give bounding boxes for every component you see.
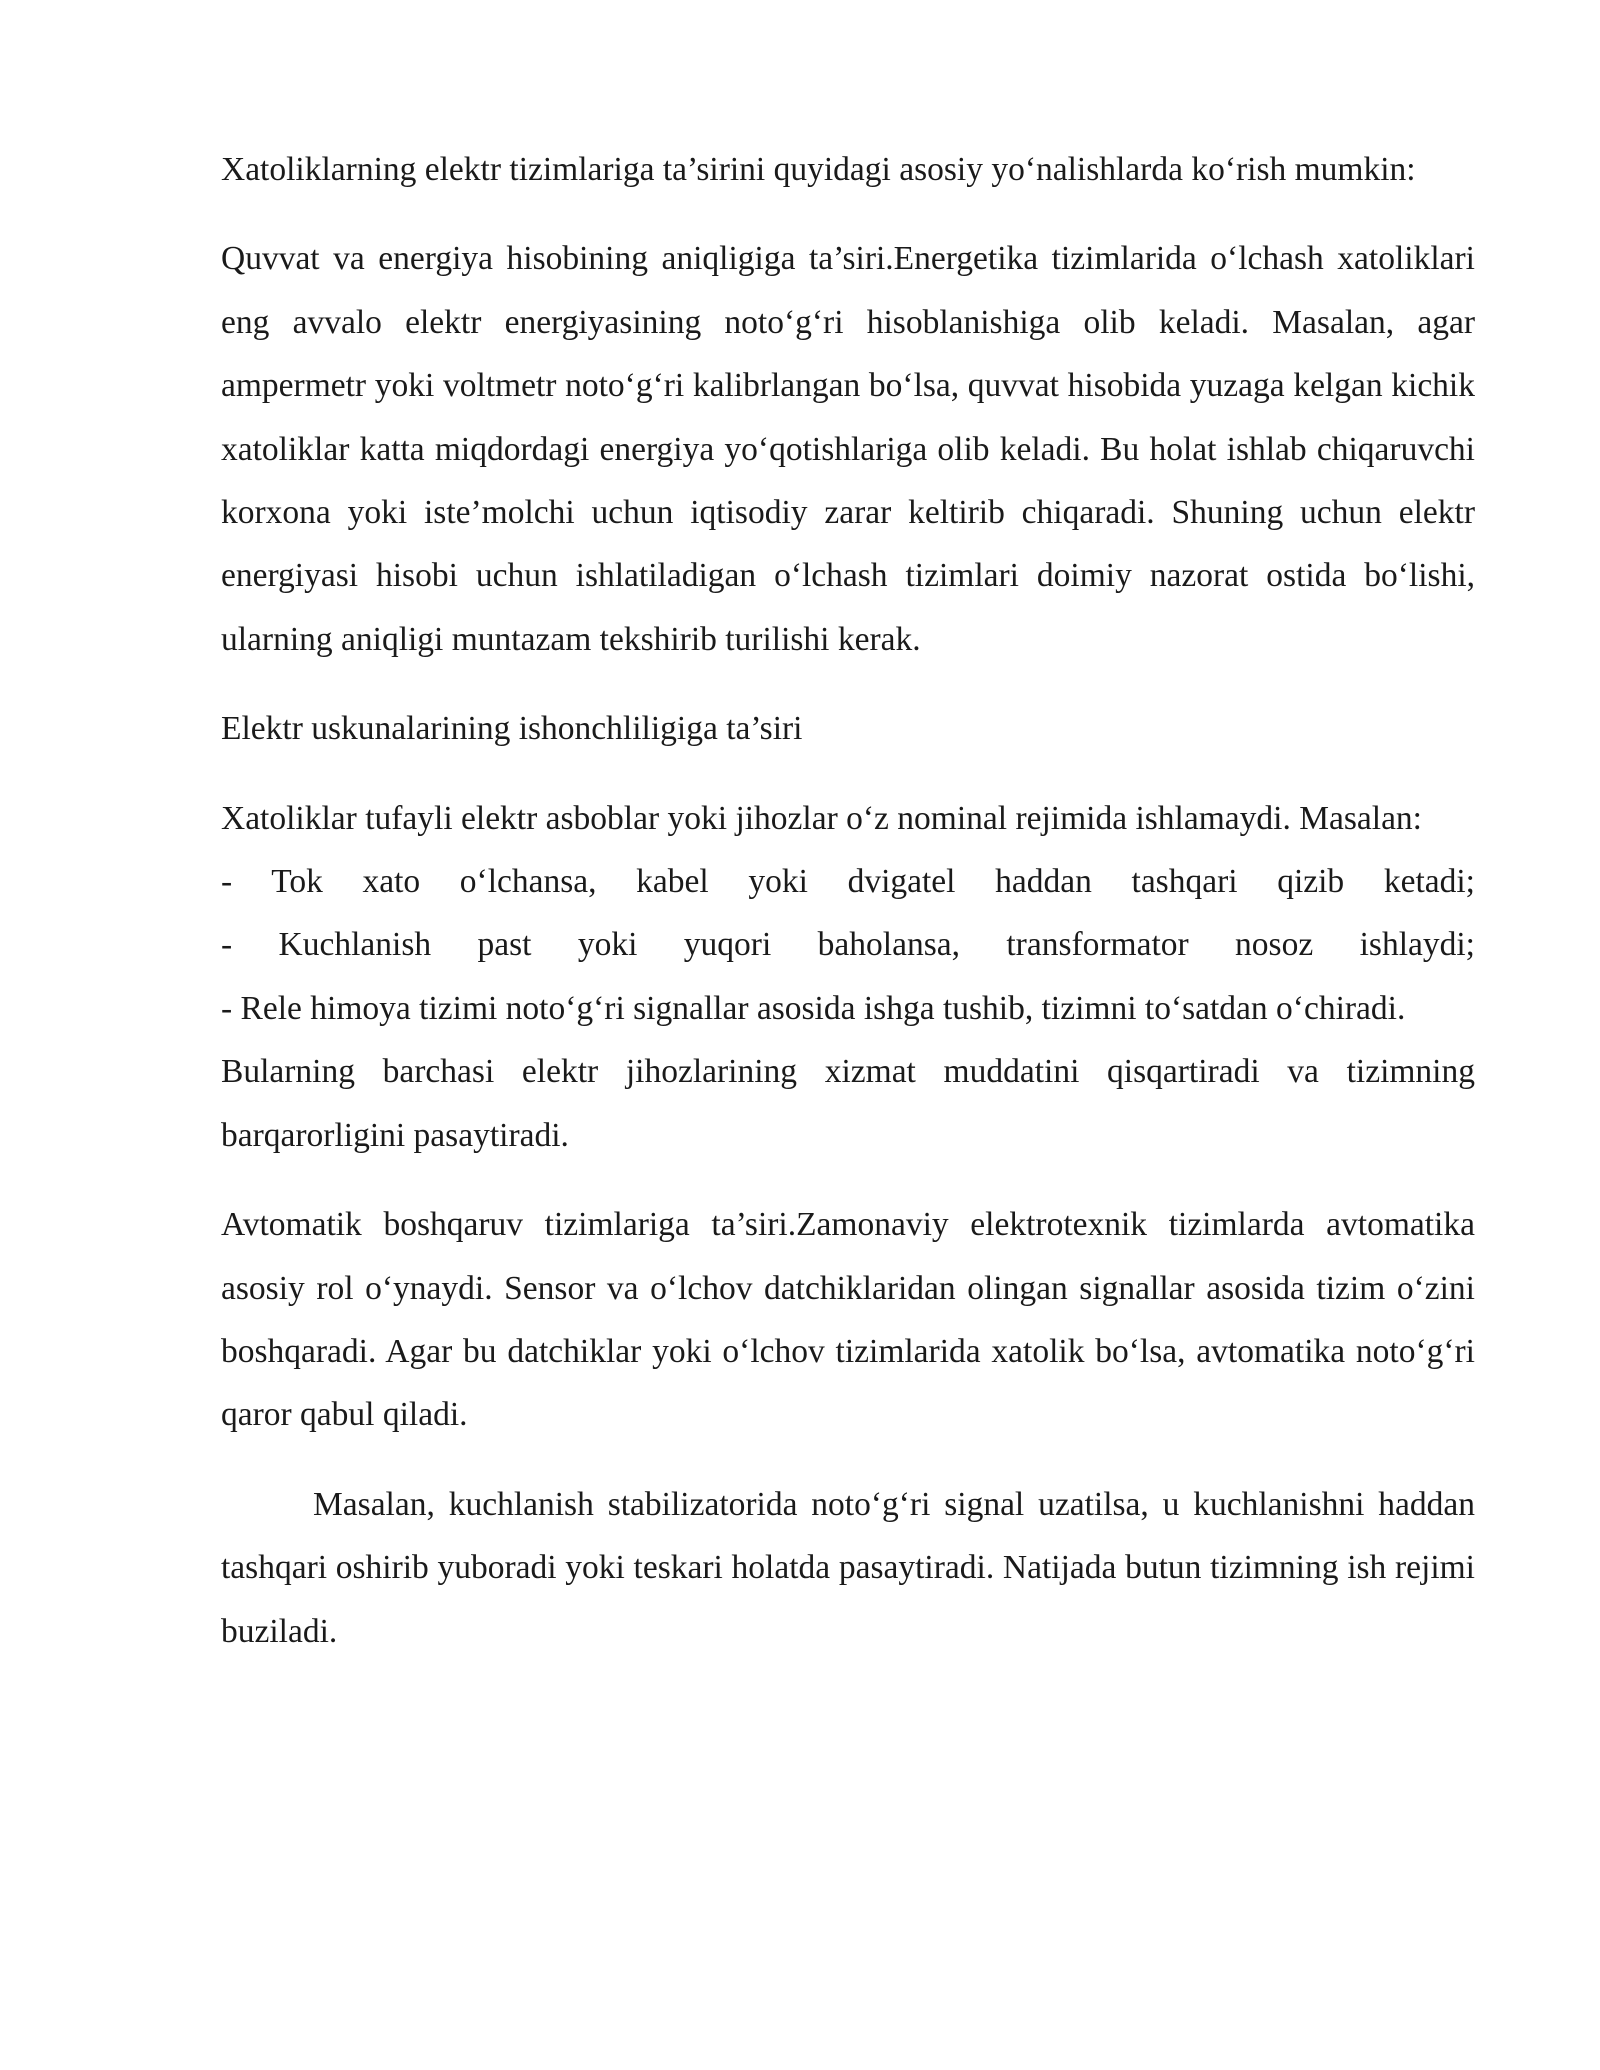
automation-paragraph: Avtomatik boshqaruv tizimlariga ta’siri.Zamonaviy elektrotexnik tizimlarda avtomatika asosiy rol o‘ynaydi. Sensor va o‘lchov datchiklaridan olingan signallar asosida tizim o‘zini boshqaradi. Agar bu datchiklar yoki o‘lchov tizimlarida xatolik bo‘lsa, avtomatika noto‘g‘ri qaror qabul qiladi. bbox=[221, 1206, 1475, 1434]
document-body bbox=[221, 138, 1475, 1663]
reliability-conclusion: Bularning barchasi elektr jihozlarining xizmat muddatini qisqartiradi va tizimning barqarorligini pasaytiradi. bbox=[221, 1053, 1475, 1154]
reliability-heading: Elektr uskunalarining ishonchliligiga ta’siri bbox=[221, 710, 803, 748]
reliability-intro: Xatoliklar tufayli elektr asboblar yoki jihozlar o‘z nominal rejimida ishlamaydi. Masalan: bbox=[221, 799, 1422, 837]
intro-paragraph: Xatoliklarning elektr tizimlariga ta’sirini quyidagi asosiy yo‘nalishlarda ko‘rish mumkin: bbox=[221, 151, 1416, 188]
automation-example-paragraph: Masalan, kuchlanish stabilizatorida noto‘g‘ri signal uzatilsa, u kuchlanishni haddan tashqari oshirib yuboradi yoki teskari holatda pasaytiradi. Natijada butun tizimning ish rejimi buziladi. bbox=[221, 1485, 1475, 1650]
energy-accounting-paragraph: Quvvat va energiya hisobining aniqligiga ta’siri.Energetika tizimlarida o‘lchash xatoliklari eng avvalo elektr energiyasining noto‘g‘ri hisoblanishiga olib keladi. Masalan, agar ampermetr yoki voltmetr noto‘g‘ri kalibrlangan bo‘lsa, quvvat hisobida yuzaga kelgan kichik xatoliklar katta miqdordagi energiya yo‘qotishlariga olib keladi. Bu holat ishlab chiqaruvchi korxona yoki iste’molchi uchun iqtisodiy zarar keltirib chiqaradi. Shuning uchun elektr energiyasi hisobi uchun ishlatiladigan o‘lchash tizimlari doimiy nazorat ostida bo‘lishi, ularning aniqligi muntazam tekshirib turilishi kerak. bbox=[221, 240, 1475, 658]
bullet-item: - Tok xato o‘lchansa, kabel yoki dvigatel haddan tashqari qizib ketadi; bbox=[221, 863, 1475, 901]
bullet-item: - Rele himoya tizimi noto‘g‘ri signallar asosida ishga tushib, tizimni to‘satdan o‘chiradi. bbox=[221, 989, 1406, 1027]
bullet-item: - Kuchlanish past yoki yuqori baholansa, transformator nosoz ishlaydi; bbox=[221, 926, 1475, 964]
reliability-block bbox=[221, 787, 1475, 1167]
